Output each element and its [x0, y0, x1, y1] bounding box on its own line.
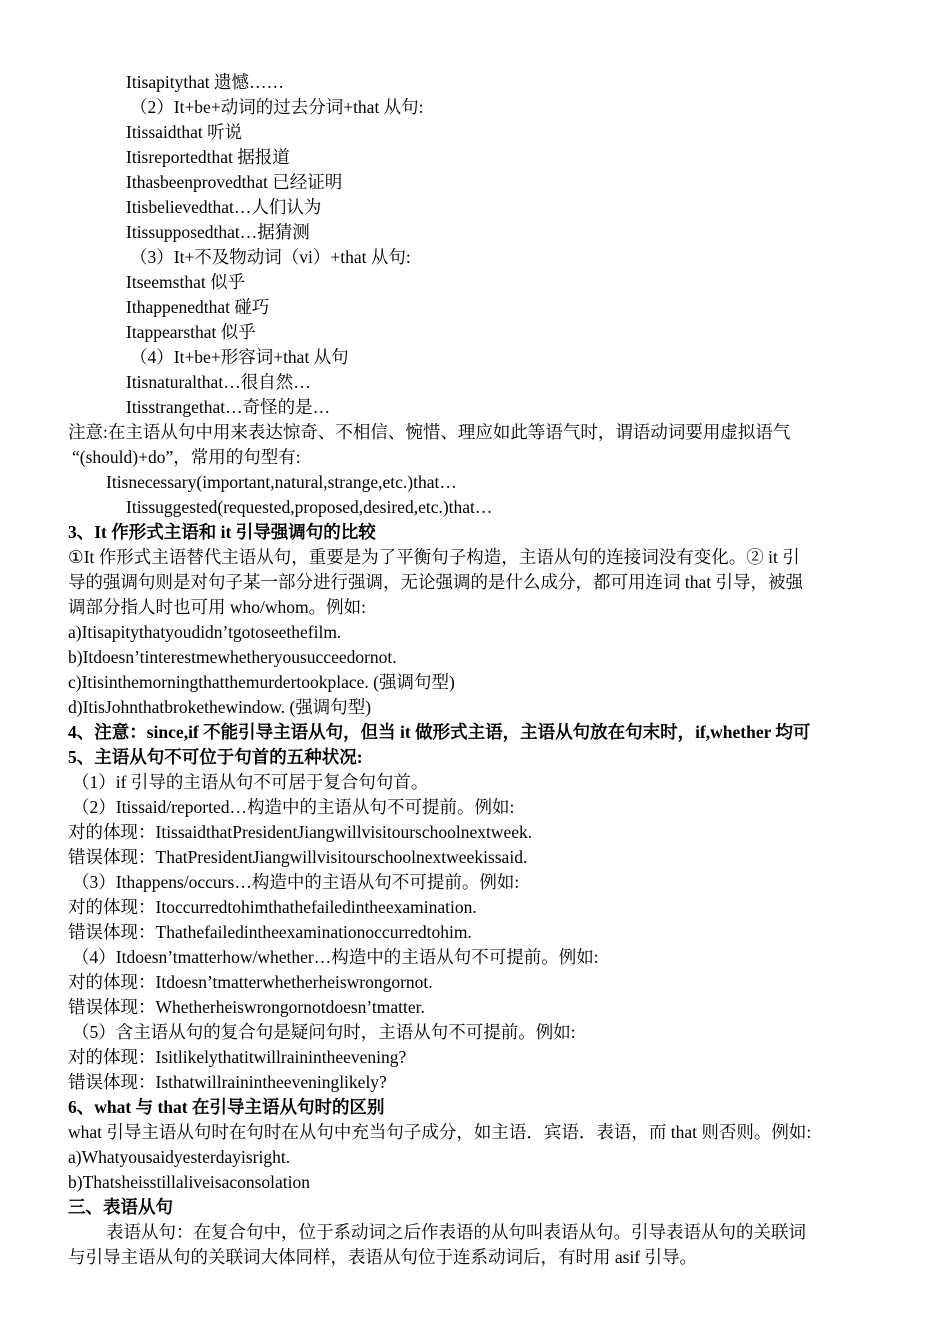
text-line: Itseemsthat 似乎	[126, 272, 246, 292]
paragraph-line: 表语从句：在复合句中，位于系动词之后作表语的从句叫表语从句。引导表语从句的关联词	[106, 1222, 806, 1242]
paragraph-line: ①It 作形式主语替代主语从句，重要是为了平衡句子构造，主语从句的连接词没有变化。② it 引	[68, 547, 800, 567]
text-line: （2）It+be+动词的过去分词+that 从句:	[130, 97, 424, 117]
section-heading: 5、主语从句不可位于句首的五种状况:	[68, 747, 363, 767]
text-line: （4）It+be+形容词+that 从句	[130, 347, 349, 367]
text-line: Itisnaturalthat…很自然…	[126, 372, 311, 392]
text-line: Itissaidthat 听说	[126, 122, 243, 142]
pattern-line: Itissuggested(requested,proposed,desired,etc.)that…	[126, 497, 493, 517]
list-item: （1）if 引导的主语从句不可居于复合句句首。	[72, 772, 429, 792]
text-line: Ithasbeenprovedthat 已经证明	[126, 172, 343, 192]
text-line: Itisreportedthat 据报道	[126, 147, 290, 167]
example-line: 对的体现：Itdoesn’tmatterwhetherheiswrongornot.	[68, 972, 433, 992]
example-line: 错误体现：ThatPresidentJiangwillvisitourschoolnextweekissaid.	[68, 847, 528, 867]
list-item: （4）Itdoesn’tmatterhow/whether…构造中的主语从句不可提前。例如:	[72, 947, 599, 967]
example-line: 错误体现：Whetherheiswrongornotdoesn’tmatter.	[68, 997, 425, 1017]
paragraph-line: 调部分指人时也可用 who/whom。例如:	[68, 597, 366, 617]
example-line: a)Whatyousaidyesterdayisright.	[68, 1147, 291, 1167]
example-line: 错误体现：Isthatwillrainintheeveninglikely?	[68, 1072, 387, 1092]
chapter-heading: 三、表语从句	[68, 1197, 173, 1217]
example-line: c)Itisinthemorningthatthemurdertookplace. (强调句型)	[68, 672, 455, 692]
example-line: a)Itisapitythatyoudidn’tgotoseethefilm.	[68, 622, 342, 642]
paragraph-line: 与引导主语从句的关联词大体同样，表语从句位于连系动词后，有时用 asif 引导。	[68, 1247, 698, 1267]
text-line: Itisapitythat 遗憾……	[126, 72, 284, 92]
paragraph-line: what 引导主语从句时在句时在从句中充当句子成分，如主语．宾语．表语，而 that 则否则。例如:	[68, 1122, 812, 1142]
example-line: 对的体现：Itoccurredtohimthathefailedintheexamination.	[68, 897, 477, 917]
text-line: （3）It+不及物动词（vi）+that 从句:	[130, 247, 411, 267]
list-item: （5）含主语从句的复合句是疑问句时，主语从句不可提前。例如:	[72, 1022, 576, 1042]
example-line: d)ItisJohnthatbrokethewindow. (强调句型)	[68, 697, 372, 717]
text-line: Itappearsthat 似乎	[126, 322, 256, 342]
example-line: 错误体现：Thathefailedintheexaminationoccurredtohim.	[68, 922, 472, 942]
example-line: 对的体现：Isitlikelythatitwillrainintheevening?	[68, 1047, 407, 1067]
text-line: Itisstrangethat…奇怪的是…	[126, 397, 331, 417]
section-heading: 6、what 与 that 在引导主语从句时的区别	[68, 1097, 385, 1117]
text-line: Itisbelievedthat…人们认为	[126, 197, 322, 217]
text-line: Itissupposedthat…据猜测	[126, 222, 310, 242]
section-heading: 3、It 作形式主语和 it 引导强调句的比较	[68, 522, 376, 542]
pattern-line: Itisnecessary(important,natural,strange,etc.)that…	[106, 472, 457, 492]
note-line: 注意:在主语从句中用来表达惊奇、不相信、惋惜、理应如此等语气时，谓语动词要用虚拟语气	[68, 422, 791, 442]
example-line: 对的体现：ItissaidthatPresidentJiangwillvisitourschoolnextweek.	[68, 822, 533, 842]
paragraph-line: 导的强调句则是对句子某一部分进行强调，无论强调的是什么成分，都可用连词 that 引导，被强	[68, 572, 803, 592]
list-item: （2）Itissaid/reported…构造中的主语从句不可提前。例如:	[72, 797, 515, 817]
list-item: （3）Ithappens/occurs…构造中的主语从句不可提前。例如:	[72, 872, 520, 892]
section-heading: 4、注意：since,if 不能引导主语从句，但当 it 做形式主语，主语从句放在句末时，if,whether 均可	[68, 722, 811, 742]
note-line: “(should)+do”，常用的句型有:	[72, 447, 301, 467]
example-line: b)Itdoesn’tinterestmewhetheryousucceedornot.	[68, 647, 397, 667]
text-line: Ithappenedthat 碰巧	[126, 297, 270, 317]
example-line: b)Thatsheisstillaliveisaconsolation	[68, 1172, 311, 1192]
